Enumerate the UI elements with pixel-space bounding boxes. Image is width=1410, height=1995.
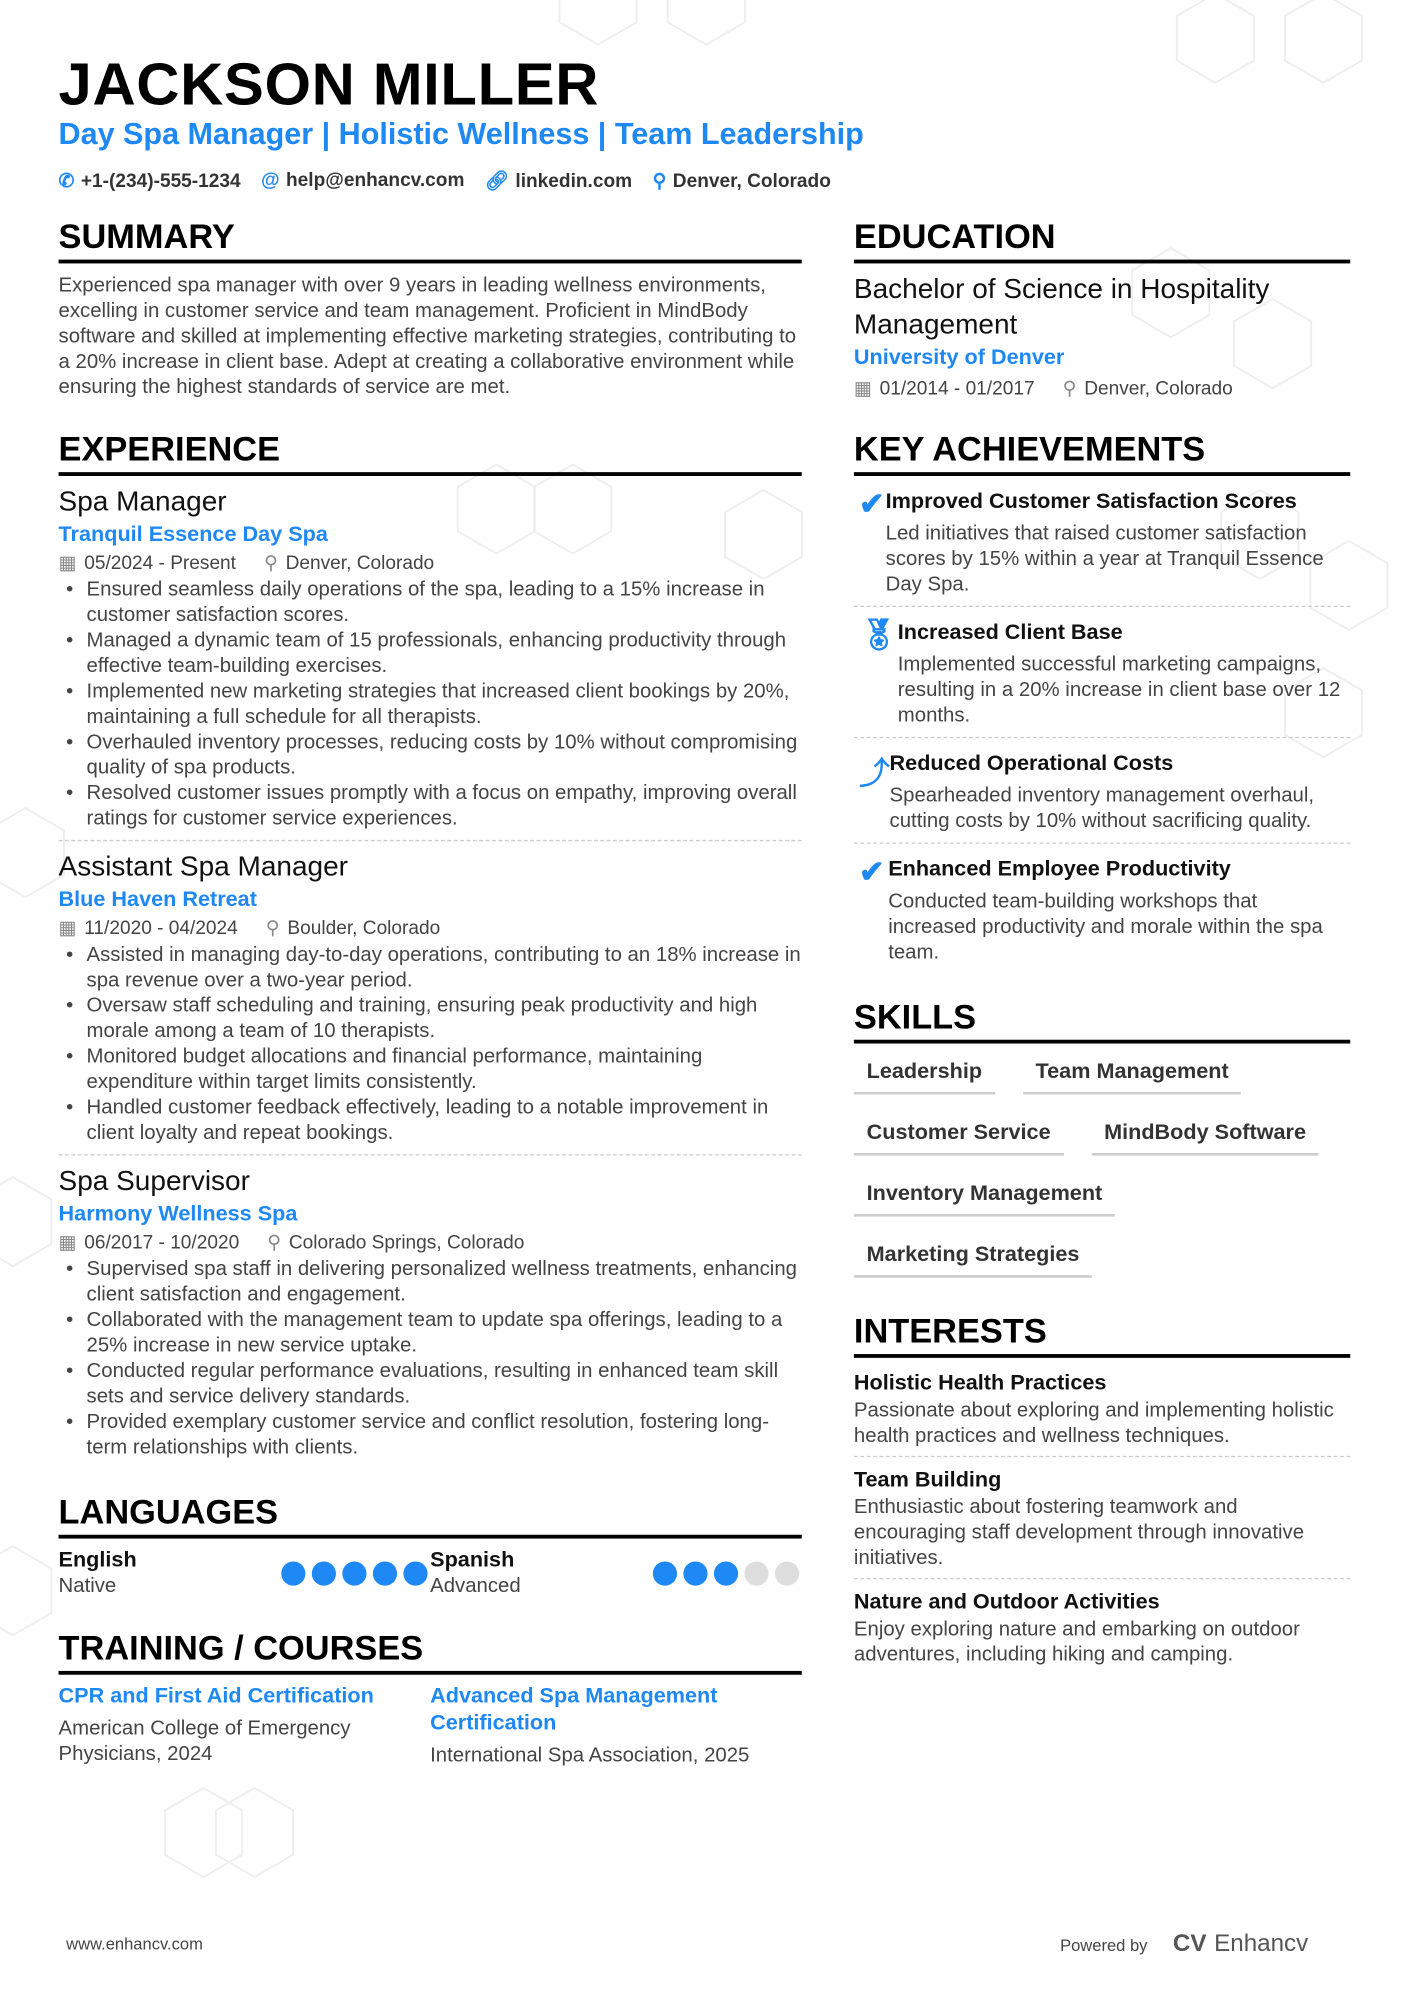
job-entry — [59, 849, 802, 1156]
job-location — [264, 550, 434, 578]
education-meta — [854, 375, 1350, 403]
interest-desc: Enthusiastic about fostering teamwork and encouraging staff development through innovative initiatives. — [853, 1496, 1305, 1570]
location-text: Boulder, Colorado — [287, 917, 441, 940]
bullet-item: • Handled customer feedback effectively, leading to a notable improvement in client loyalty and repeat bookings. — [59, 1096, 802, 1147]
degree: Bachelor of Science in Hospitality Management — [853, 272, 1270, 340]
course-provider: International Spa Association, 2025 — [430, 1744, 750, 1767]
interest-desc: Passionate about exploring and implementing holistic health practices and wellness techniques. — [853, 1399, 1334, 1447]
contact-bar — [59, 169, 831, 192]
achievements-list — [854, 476, 1350, 974]
rating-dot — [373, 1561, 397, 1585]
interest-item — [854, 1360, 1350, 1457]
experience-list — [59, 484, 802, 1469]
interests-list — [854, 1360, 1350, 1674]
candidate-name: JACKSON MILLER — [58, 49, 600, 118]
skill-tag: Leadership — [854, 1051, 995, 1094]
skill-tag: Inventory Management — [854, 1173, 1115, 1216]
rating-dot — [312, 1561, 336, 1585]
course-item — [59, 1682, 431, 1769]
bullet-item: • Overhauled inventory processes, reducing costs by 10% without compromising quality of spa products. — [59, 730, 802, 781]
bullet-item: • Oversaw staff scheduling and training, ensuring peak productivity and high morale among a team of 10 therapists. — [59, 994, 802, 1045]
location-pin-icon: ⚲ — [265, 917, 280, 940]
course-title: Advanced Spa Management Certification — [430, 1683, 718, 1735]
language-level: Advanced — [430, 1575, 521, 1598]
phone[interactable] — [59, 169, 241, 192]
job-entry — [59, 1163, 802, 1468]
dates-text: 05/2024 - Present — [84, 552, 236, 574]
achievement-title: Improved Customer Satisfaction Scores — [885, 488, 1297, 513]
email[interactable] — [261, 169, 464, 192]
hexagon-shape — [0, 808, 64, 897]
job-meta — [59, 915, 802, 943]
rating-dot — [403, 1561, 427, 1585]
interest-item — [854, 1579, 1350, 1674]
job-title: Spa Supervisor — [58, 1164, 250, 1197]
award-icon: 🏅︎ — [859, 618, 898, 653]
location-text: Denver, Colorado — [285, 552, 435, 574]
right-column — [854, 216, 1350, 1674]
achievement-desc: Spearheaded inventory management overhaul, cutting costs by 10% without sacrificing quality. — [889, 785, 1315, 833]
calendar-icon: ▦ — [58, 1231, 77, 1254]
languages-heading: LANGUAGES — [59, 1491, 802, 1538]
skill-tag: Customer Service — [854, 1112, 1063, 1155]
hexagon-shape — [1285, 0, 1362, 83]
bullet-item: • Assisted in managing day-to-day operations, contributing to an 18% increase in spa revenue over a two-year period. — [59, 943, 802, 994]
achievement-item — [854, 476, 1350, 607]
phone-text: +1-(234)-555-1234 — [80, 170, 241, 193]
bullet-item: • Implemented new marketing strategies that increased client bookings by 20%, maintaining a full schedule for all therapists. — [59, 680, 802, 731]
skills-list — [854, 1051, 1363, 1278]
skills-heading: SKILLS — [854, 996, 1350, 1043]
job-title: Spa Manager — [58, 484, 227, 517]
achievement-title: Reduced Operational Costs — [889, 750, 1174, 776]
enhancv-logo[interactable] — [1173, 1931, 1308, 1959]
dates-text: 06/2017 - 10/2020 — [84, 1231, 240, 1254]
job-bullets — [59, 1257, 802, 1461]
rating-dot — [342, 1561, 366, 1585]
bullet-item: • Resolved customer issues promptly with a focus on empathy, improving overall ratings for customer service experiences. — [59, 781, 802, 832]
skill-tag: MindBody Software — [1091, 1112, 1318, 1155]
education-heading: EDUCATION — [854, 216, 1350, 263]
company-name: Blue Haven Retreat — [58, 887, 257, 912]
enhancv-logo-icon: CV — [1172, 1930, 1207, 1958]
hexagon-shape — [0, 1546, 51, 1635]
language-item — [59, 1546, 431, 1599]
school: University of Denver — [853, 344, 1065, 370]
check-icon: ✔ — [859, 487, 885, 522]
interest-item — [854, 1457, 1350, 1579]
bullet-item: • Supervised spa staff in delivering personalized wellness treatments, enhancing client satisfaction and engagement. — [59, 1257, 802, 1308]
interest-title: Nature and Outdoor Activities — [853, 1589, 1160, 1614]
location-pin-icon: ⚲ — [267, 1231, 282, 1254]
interest-title: Holistic Health Practices — [853, 1370, 1107, 1395]
interest-desc: Enjoy exploring nature and embarking on outdoor adventures, including hiking and camping. — [853, 1618, 1300, 1666]
strategy-icon: ⤴ — [859, 757, 890, 792]
job-bullets — [59, 943, 802, 1147]
job-dates — [59, 550, 236, 578]
achievements-heading: KEY ACHIEVEMENTS — [854, 429, 1350, 476]
course-item — [430, 1682, 802, 1769]
education-location: Denver, Colorado — [1084, 377, 1233, 400]
summary-heading: SUMMARY — [59, 216, 802, 263]
course-title: CPR and First Aid Certification — [58, 1683, 374, 1708]
job-meta — [59, 550, 802, 578]
summary-text: Experienced spa manager with over 9 years in leading wellness environments, excelling in customer service and team management. Proficient in MindBody software and skilled at implementing effective marketing strategies, contributing to a 20% increase in client base. Adept at creating a collaborative environment while ensuring the highest standards of service are met. — [58, 274, 797, 399]
job-location — [266, 915, 440, 943]
linkedin-link[interactable] — [485, 169, 632, 192]
check-icon: ✔ — [859, 855, 885, 890]
achievement-title: Increased Client Base — [897, 619, 1123, 644]
brand-name: Enhancv — [1214, 1930, 1309, 1958]
bullet-item: • Collaborated with the management team to update spa offerings, leading to a 25% increase in new service uptake. — [59, 1308, 802, 1359]
link-text: linkedin.com — [515, 170, 633, 193]
rating-dot — [683, 1561, 707, 1585]
email-text: help@enhancv.com — [285, 169, 465, 191]
job-entry — [59, 484, 802, 842]
skill-tag: Marketing Strategies — [854, 1234, 1092, 1277]
dates-text: 11/2020 - 04/2024 — [84, 917, 238, 940]
hexagon-shape — [0, 1177, 51, 1266]
bullet-item: • Provided exemplary customer service and conflict resolution, fostering long-term relationships with clients. — [59, 1410, 802, 1461]
language-item — [430, 1546, 802, 1599]
job-bullets — [59, 578, 802, 833]
footer-branding — [1060, 1931, 1308, 1959]
location-pin-icon: ⚲ — [652, 170, 667, 193]
interest-title: Team Building — [853, 1467, 1002, 1492]
hexagon-shape — [668, 0, 745, 45]
training-list — [59, 1682, 802, 1769]
location-pin-icon: ⚲ — [1062, 377, 1077, 400]
achievement-item — [854, 844, 1350, 974]
language-rating — [653, 1561, 799, 1585]
location-text: Denver, Colorado — [672, 170, 831, 193]
location-text: Colorado Springs, Colorado — [288, 1231, 525, 1254]
rating-dot — [775, 1561, 799, 1585]
link-icon: 🔗︎ — [484, 170, 510, 193]
language-name: Spanish — [430, 1547, 515, 1572]
training-heading: TRAINING / COURSES — [59, 1628, 802, 1675]
achievement-item — [854, 738, 1350, 844]
location-pin-icon: ⚲ — [263, 552, 278, 574]
phone-icon: ✆ — [58, 170, 75, 193]
calendar-icon: ▦ — [58, 917, 77, 940]
language-name: English — [58, 1547, 137, 1572]
bullet-item: • Managed a dynamic team of 15 professionals, enhancing productivity through effective team-building exercises. — [59, 629, 802, 680]
languages-list — [59, 1546, 802, 1599]
headline: Day Spa Manager | Holistic Wellness | Team Leadership — [58, 117, 864, 152]
company-name: Tranquil Essence Day Spa — [58, 521, 328, 546]
achievement-title: Enhanced Employee Productivity — [888, 856, 1231, 881]
course-provider: American College of Emergency Physicians, 2024 — [58, 1718, 351, 1766]
job-title: Assistant Spa Manager — [58, 850, 349, 882]
hexagon-shape — [560, 0, 637, 45]
language-level: Native — [58, 1575, 117, 1598]
rating-dot — [653, 1561, 677, 1585]
bullet-item: • Ensured seamless daily operations of the spa, leading to a 15% increase in customer satisfaction scores. — [59, 578, 802, 629]
job-dates — [59, 1229, 240, 1257]
achievement-desc: Led initiatives that raised customer satisfaction scores by 15% within a year at Tranquil Essence Day Spa. — [885, 523, 1324, 596]
job-location — [267, 1229, 524, 1257]
job-dates — [59, 915, 238, 943]
bullet-item: • Monitored budget allocations and financial performance, maintaining expenditure within target limits consistently. — [59, 1045, 802, 1096]
interests-heading: INTERESTS — [854, 1311, 1350, 1358]
footer-website[interactable]: www.enhancv.com — [66, 1934, 203, 1954]
at-icon: @ — [261, 169, 280, 191]
job-meta — [59, 1229, 802, 1257]
rating-dot — [714, 1561, 738, 1585]
calendar-icon: ▦ — [58, 552, 77, 574]
rating-dot — [744, 1561, 768, 1585]
left-column — [59, 216, 802, 1769]
hexagon-shape — [1177, 0, 1254, 83]
rating-dot — [281, 1561, 305, 1585]
location — [652, 169, 830, 192]
achievement-desc: Implemented successful marketing campaigns, resulting in a 20% increase in client base over 12 months. — [897, 654, 1341, 727]
education-dates: 01/2014 - 01/2017 — [879, 377, 1035, 400]
calendar-icon: ▦ — [853, 377, 872, 400]
achievement-item — [854, 607, 1350, 738]
achievement-desc: Conducted team-building workshops that increased productivity and morale within the spa team. — [888, 890, 1323, 964]
experience-heading: EXPERIENCE — [59, 429, 802, 476]
language-rating — [281, 1561, 427, 1585]
powered-by-text: Powered by — [1060, 1934, 1148, 1955]
bullet-item: • Conducted regular performance evaluations, resulting in enhanced team skill sets and service delivery standards. — [59, 1359, 802, 1410]
skill-tag: Team Management — [1023, 1051, 1242, 1094]
company-name: Harmony Wellness Spa — [58, 1201, 298, 1226]
